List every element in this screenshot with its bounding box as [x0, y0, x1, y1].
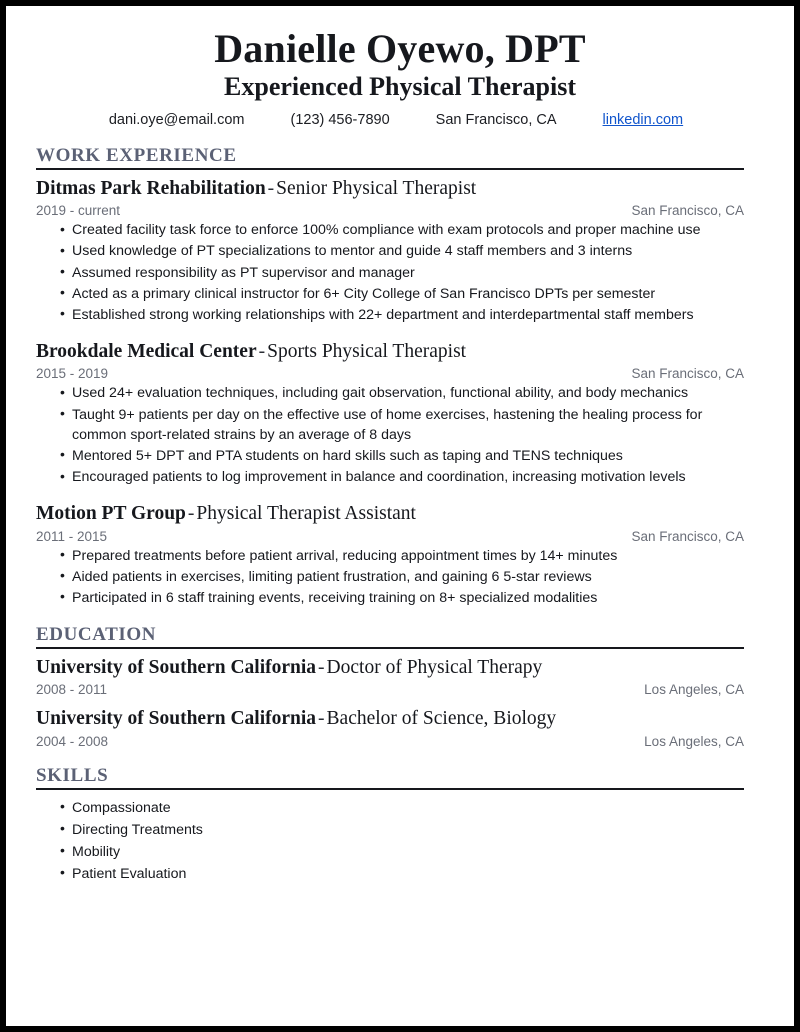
work-entry-role: Senior Physical Therapist [276, 177, 477, 199]
work-entry-organization: Brookdale Medical Center [36, 341, 257, 363]
education-entry-separator: - [318, 708, 325, 730]
list-item: • Acted as a primary clinical instructor for 6+ City College of San Francisco DPTs per semester [60, 284, 744, 304]
education-entry-degree: Doctor of Physical Therapy [326, 657, 543, 679]
work-entry-dates: 2019 - current [36, 203, 121, 219]
list-item: • Mentored 5+ DPT and PTA students on hard skills such as taping and TENS techniques [60, 446, 744, 466]
list-item: • Aided patients in exercises, limiting patient frustration, and gaining 6 5-star reviews [60, 567, 744, 587]
list-item: • Taught 9+ patients per day on the effective use of home exercises, hastening the healing process for common sport-related strains by an average of 8 days [60, 405, 744, 445]
education-entry-dates: 2008 - 2011 [36, 682, 108, 698]
work-entry-separator: - [267, 177, 275, 199]
list-item: • Assumed responsibility as PT supervisor and manager [60, 263, 744, 283]
education-entry-organization: University of Southern California [36, 708, 317, 730]
work-entry-location: San Francisco, CA [631, 366, 744, 382]
list-item: • Used knowledge of PT specializations to mentor and guide 4 staff members and 3 interns [60, 241, 744, 261]
contact-linkedin-link[interactable]: linkedin.com [602, 111, 684, 128]
contact-location: San Francisco, CA [435, 111, 557, 128]
list-item: • Patient Evaluation [60, 863, 766, 885]
section-title-skills: SKILLS [36, 764, 109, 786]
education-entry-degree: Bachelor of Science, Biology [326, 708, 557, 730]
contact-phone[interactable]: (123) 456-7890 [290, 111, 390, 128]
contact-email[interactable]: dani.oye@email.com [108, 111, 245, 128]
section-title-education: EDUCATION [36, 624, 157, 646]
work-entry-heading [36, 177, 766, 201]
work-entry-dates: 2011 - 2015 [36, 528, 108, 544]
section-skills [34, 765, 766, 885]
section-title-work: WORK EXPERIENCE [36, 144, 237, 166]
work-entry [34, 340, 766, 487]
list-item: • Created facility task force to enforce 100% compliance with exam protocols and proper machine use [60, 220, 744, 240]
list-item: • Mobility [60, 841, 766, 863]
resume-header [34, 28, 766, 128]
work-entry-meta [36, 366, 744, 381]
contact-row [34, 112, 766, 128]
work-entry-bullets [34, 383, 744, 487]
section-education [34, 624, 766, 749]
section-divider-skills [36, 788, 744, 790]
resume-page [6, 6, 794, 1026]
candidate-name: Danielle Oyewo, DPT [214, 26, 586, 71]
education-entry-organization: University of Southern California [36, 657, 317, 679]
work-entry [34, 177, 766, 325]
education-entry [34, 707, 766, 748]
education-entry [34, 656, 766, 697]
work-entry-separator: - [258, 341, 266, 363]
work-entry-organization: Motion PT Group [36, 503, 186, 525]
work-entry-organization: Ditmas Park Rehabilitation [36, 177, 266, 199]
list-item: • Encouraged patients to log improvement in balance and coordination, increasing motivation levels [60, 467, 744, 487]
education-entry-separator: - [318, 657, 325, 679]
education-entry-meta [36, 734, 744, 749]
work-entry-meta [36, 203, 744, 218]
candidate-headline: Experienced Physical Therapist [224, 72, 576, 101]
section-divider-education [36, 647, 744, 649]
list-item: • Compassionate [60, 797, 766, 819]
work-entry-role: Physical Therapist Assistant [196, 503, 416, 525]
work-entry-bullets [34, 220, 744, 325]
education-entry-meta [36, 682, 744, 697]
list-item: • Established strong working relationships with 22+ department and interdepartmental staff members [60, 305, 744, 325]
work-entry [34, 502, 766, 608]
work-entry-dates: 2015 - 2019 [36, 366, 109, 382]
section-divider-work [36, 168, 744, 170]
work-entry-role: Sports Physical Therapist [267, 341, 467, 363]
work-entry-heading [36, 502, 766, 526]
skills-list [34, 797, 766, 885]
list-item: • Directing Treatments [60, 819, 766, 841]
list-item: • Used 24+ evaluation techniques, including gait observation, functional ability, and body mechanics [60, 383, 744, 403]
list-item: • Participated in 6 staff training events, receiving training on 8+ specialized modalities [60, 588, 744, 608]
education-entry-location: Los Angeles, CA [644, 733, 744, 749]
work-entry-bullets [34, 546, 744, 608]
work-entry-heading [36, 340, 766, 364]
work-entry-location: San Francisco, CA [631, 528, 744, 544]
education-entry-location: Los Angeles, CA [644, 682, 744, 698]
resume-content [6, 6, 794, 885]
education-entry-heading [36, 707, 766, 731]
work-entry-location: San Francisco, CA [631, 203, 744, 219]
work-entry-meta [36, 529, 744, 544]
list-item: • Prepared treatments before patient arrival, reducing appointment times by 14+ minutes [60, 546, 744, 566]
education-entry-heading [36, 656, 766, 680]
section-work-experience [34, 145, 766, 608]
work-entry-separator: - [187, 503, 195, 525]
education-entry-dates: 2004 - 2008 [36, 733, 109, 749]
